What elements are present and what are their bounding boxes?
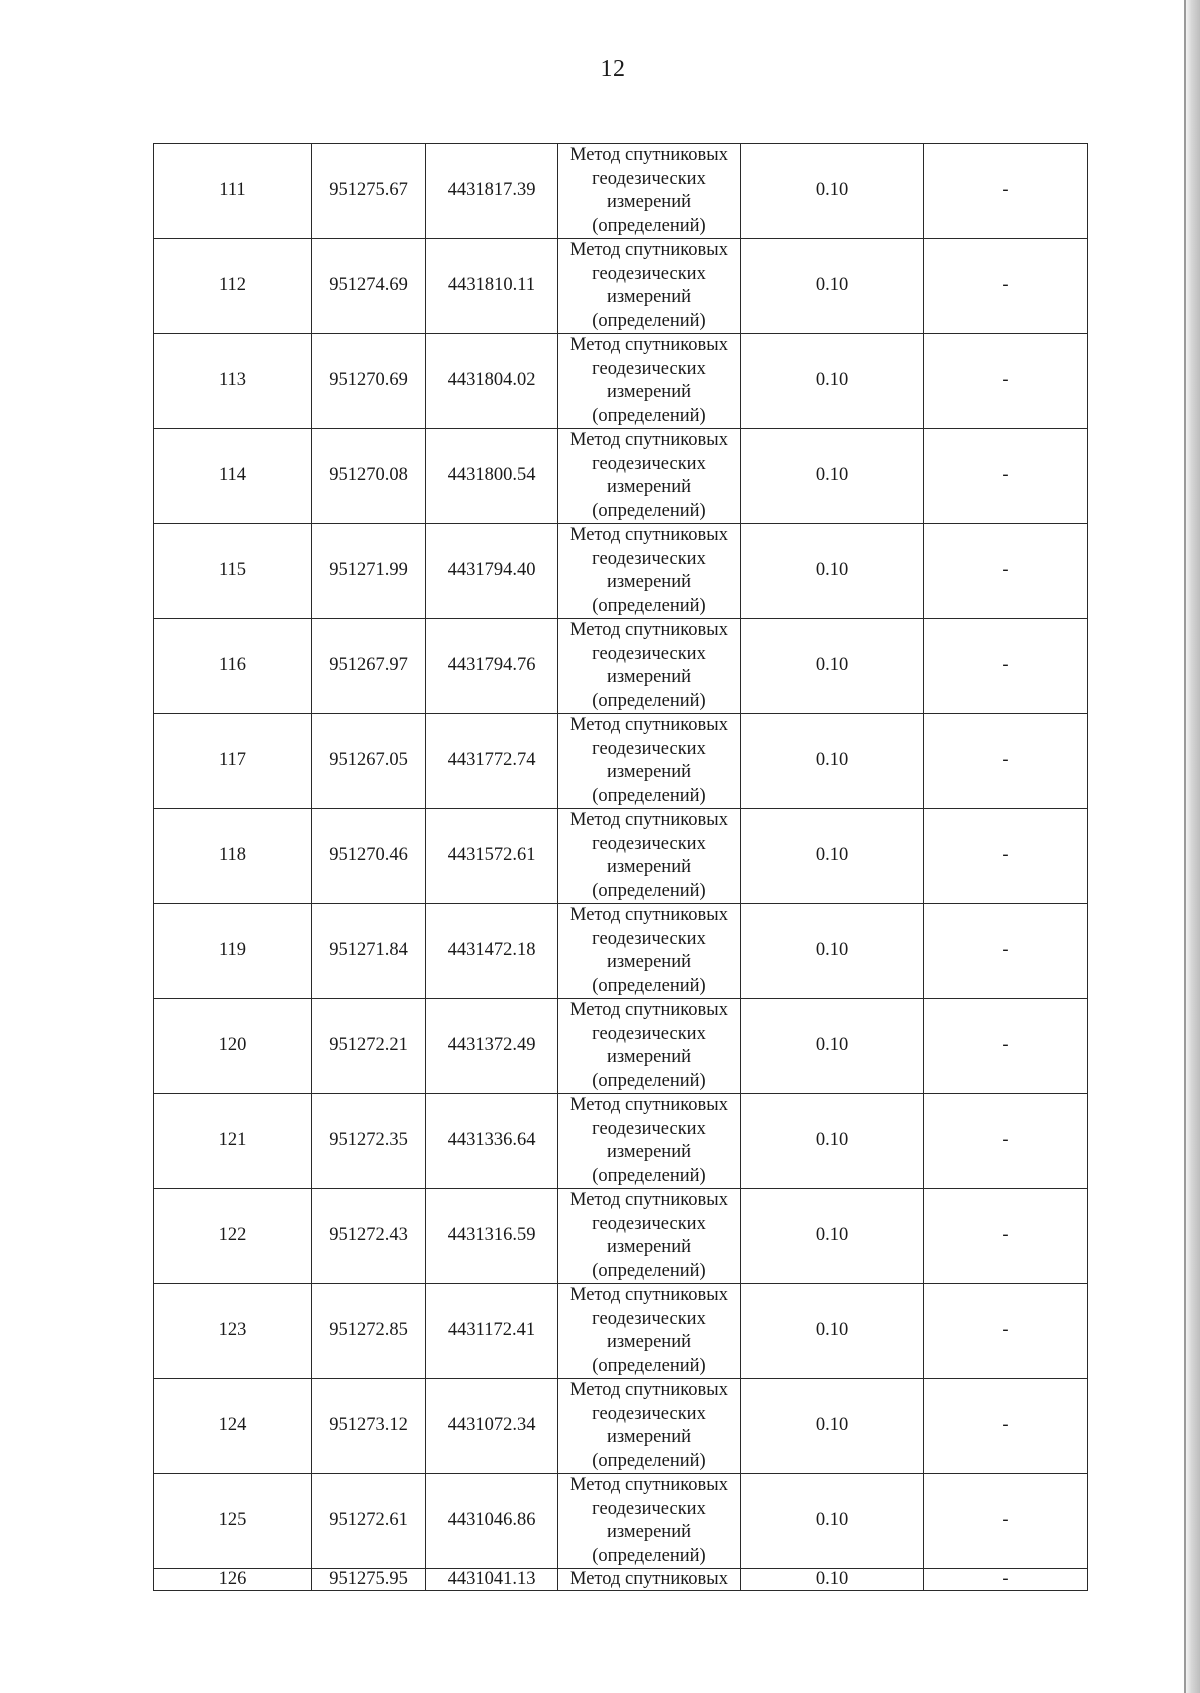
accuracy-cell-text: 0.10 xyxy=(815,1035,849,1056)
description-cell-text: - xyxy=(1002,1415,1009,1436)
point-number-cell xyxy=(154,1569,312,1591)
x-coordinate-cell xyxy=(312,904,426,999)
point-number-cell xyxy=(154,619,312,714)
x-coordinate-cell-text: 951270.46 xyxy=(329,845,408,866)
accuracy-cell xyxy=(741,619,924,714)
x-coordinate-cell xyxy=(312,334,426,429)
table-row xyxy=(154,809,1088,904)
x-coordinate-cell xyxy=(312,809,426,904)
point-number-cell-text: 116 xyxy=(218,655,247,676)
method-cell xyxy=(558,1474,741,1569)
x-coordinate-cell-text: 951272.85 xyxy=(329,1320,408,1341)
y-coordinate-cell-text: 4431472.18 xyxy=(447,940,536,961)
description-cell-text: - xyxy=(1002,1569,1009,1589)
point-number-cell-text: 112 xyxy=(218,275,247,296)
description-cell xyxy=(924,619,1088,714)
description-cell-text: - xyxy=(1002,465,1009,486)
accuracy-cell xyxy=(741,809,924,904)
x-coordinate-cell-text: 951272.21 xyxy=(329,1035,408,1056)
accuracy-cell-text: 0.10 xyxy=(815,370,849,391)
y-coordinate-cell-text: 4431794.40 xyxy=(447,560,536,581)
table-row xyxy=(154,334,1088,429)
accuracy-cell-text: 0.10 xyxy=(815,465,849,486)
coordinates-table-body xyxy=(154,144,1088,1591)
description-cell-text: - xyxy=(1002,845,1009,866)
method-cell-text: Метод спутниковых геодезических измерений (определений) xyxy=(570,905,728,996)
description-cell xyxy=(924,809,1088,904)
point-number-cell-text: 114 xyxy=(218,465,247,486)
point-number-cell-text: 120 xyxy=(218,1035,247,1056)
method-cell-text: Метод спутниковых геодезических измерений (определений) xyxy=(570,430,728,521)
description-cell-text: - xyxy=(1002,1225,1009,1246)
table-row xyxy=(154,144,1088,239)
y-coordinate-cell-text: 4431800.54 xyxy=(447,465,536,486)
scan-edge-shadow xyxy=(1186,0,1200,1693)
y-coordinate-cell xyxy=(426,1094,558,1189)
x-coordinate-cell xyxy=(312,429,426,524)
description-cell xyxy=(924,429,1088,524)
y-coordinate-cell xyxy=(426,809,558,904)
method-cell-text: Метод спутниковых геодезических измерений (определений) xyxy=(570,1000,728,1091)
description-cell-text: - xyxy=(1002,1035,1009,1056)
x-coordinate-cell-text: 951270.69 xyxy=(329,370,408,391)
x-coordinate-cell-text: 951270.08 xyxy=(329,465,408,486)
x-coordinate-cell xyxy=(312,1379,426,1474)
description-cell-text: - xyxy=(1002,750,1009,771)
x-coordinate-cell-text: 951272.35 xyxy=(329,1130,408,1151)
table-row xyxy=(154,1569,1088,1591)
table-row xyxy=(154,999,1088,1094)
y-coordinate-cell-text: 4431316.59 xyxy=(447,1225,536,1246)
point-number-cell xyxy=(154,239,312,334)
y-coordinate-cell-text: 4431817.39 xyxy=(447,180,536,201)
x-coordinate-cell xyxy=(312,1284,426,1379)
table-row xyxy=(154,619,1088,714)
accuracy-cell-text: 0.10 xyxy=(815,1569,849,1589)
accuracy-cell xyxy=(741,1569,924,1591)
point-number-cell xyxy=(154,1474,312,1569)
point-number-cell xyxy=(154,429,312,524)
x-coordinate-cell xyxy=(312,1189,426,1284)
point-number-cell xyxy=(154,334,312,429)
method-cell xyxy=(558,1569,741,1591)
table-row xyxy=(154,714,1088,809)
method-cell xyxy=(558,714,741,809)
y-coordinate-cell xyxy=(426,334,558,429)
x-coordinate-cell-text: 951273.12 xyxy=(329,1415,408,1436)
description-cell-text: - xyxy=(1002,275,1009,296)
y-coordinate-cell-text: 4431804.02 xyxy=(447,370,536,391)
point-number-cell-text: 113 xyxy=(218,370,247,391)
accuracy-cell xyxy=(741,714,924,809)
y-coordinate-cell xyxy=(426,239,558,334)
point-number-cell xyxy=(154,1284,312,1379)
description-cell-text: - xyxy=(1002,940,1009,961)
accuracy-cell-text: 0.10 xyxy=(815,1510,849,1531)
table-row xyxy=(154,904,1088,999)
x-coordinate-cell xyxy=(312,714,426,809)
method-cell-text: Метод спутниковых геодезических измерений (определений) xyxy=(570,620,728,711)
table-row xyxy=(154,239,1088,334)
table-row xyxy=(154,1379,1088,1474)
point-number-cell-text: 118 xyxy=(218,845,247,866)
y-coordinate-cell-text: 4431041.13 xyxy=(447,1569,536,1589)
accuracy-cell xyxy=(741,334,924,429)
description-cell xyxy=(924,1284,1088,1379)
x-coordinate-cell-text: 951272.61 xyxy=(329,1510,408,1531)
x-coordinate-cell xyxy=(312,144,426,239)
y-coordinate-cell-text: 4431072.34 xyxy=(447,1415,536,1436)
point-number-cell-text: 125 xyxy=(218,1510,247,1531)
method-cell xyxy=(558,809,741,904)
accuracy-cell-text: 0.10 xyxy=(815,1225,849,1246)
y-coordinate-cell xyxy=(426,144,558,239)
y-coordinate-cell-text: 4431572.61 xyxy=(447,845,536,866)
point-number-cell-text: 119 xyxy=(218,940,247,961)
point-number-cell-text: 123 xyxy=(218,1320,247,1341)
method-cell-text: Метод спутниковых xyxy=(570,1569,728,1589)
description-cell-text: - xyxy=(1002,1510,1009,1531)
point-number-cell xyxy=(154,999,312,1094)
method-cell xyxy=(558,1379,741,1474)
y-coordinate-cell xyxy=(426,1189,558,1284)
y-coordinate-cell-text: 4431046.86 xyxy=(447,1510,536,1531)
y-coordinate-cell xyxy=(426,904,558,999)
point-number-cell-text: 124 xyxy=(218,1415,247,1436)
description-cell-text: - xyxy=(1002,180,1009,201)
accuracy-cell xyxy=(741,1379,924,1474)
x-coordinate-cell xyxy=(312,619,426,714)
point-number-cell xyxy=(154,714,312,809)
y-coordinate-cell xyxy=(426,619,558,714)
point-number-cell xyxy=(154,524,312,619)
accuracy-cell-text: 0.10 xyxy=(815,180,849,201)
y-coordinate-cell xyxy=(426,1569,558,1591)
y-coordinate-cell xyxy=(426,524,558,619)
method-cell-text: Метод спутниковых геодезических измерений (определений) xyxy=(570,335,728,426)
accuracy-cell xyxy=(741,524,924,619)
method-cell-text: Метод спутниковых геодезических измерений (определений) xyxy=(570,1475,728,1566)
accuracy-cell-text: 0.10 xyxy=(815,940,849,961)
x-coordinate-cell-text: 951271.99 xyxy=(329,560,408,581)
accuracy-cell xyxy=(741,1474,924,1569)
method-cell xyxy=(558,999,741,1094)
y-coordinate-cell-text: 4431336.64 xyxy=(447,1130,536,1151)
accuracy-cell xyxy=(741,1094,924,1189)
x-coordinate-cell-text: 951267.05 xyxy=(329,750,408,771)
description-cell xyxy=(924,1474,1088,1569)
x-coordinate-cell-text: 951272.43 xyxy=(329,1225,408,1246)
method-cell xyxy=(558,1284,741,1379)
point-number-cell-text: 115 xyxy=(218,560,247,581)
point-number-cell-text: 117 xyxy=(218,750,247,771)
description-cell xyxy=(924,239,1088,334)
x-coordinate-cell xyxy=(312,1094,426,1189)
description-cell xyxy=(924,904,1088,999)
y-coordinate-cell-text: 4431772.74 xyxy=(447,750,536,771)
description-cell xyxy=(924,524,1088,619)
method-cell-text: Метод спутниковых геодезических измерений (определений) xyxy=(570,1380,728,1471)
table-row xyxy=(154,524,1088,619)
method-cell-text: Метод спутниковых геодезических измерений (определений) xyxy=(570,715,728,806)
accuracy-cell-text: 0.10 xyxy=(815,1320,849,1341)
method-cell xyxy=(558,904,741,999)
method-cell-text: Метод спутниковых геодезических измерений (определений) xyxy=(570,240,728,331)
description-cell xyxy=(924,1189,1088,1284)
x-coordinate-cell-text: 951275.67 xyxy=(329,180,408,201)
method-cell xyxy=(558,619,741,714)
method-cell-text: Метод спутниковых геодезических измерений (определений) xyxy=(570,1285,728,1376)
method-cell-text: Метод спутниковых геодезических измерений (определений) xyxy=(570,525,728,616)
accuracy-cell xyxy=(741,239,924,334)
description-cell-text: - xyxy=(1002,560,1009,581)
point-number-cell-text: 126 xyxy=(218,1569,247,1589)
description-cell-text: - xyxy=(1002,1130,1009,1151)
table-row xyxy=(154,1284,1088,1379)
method-cell xyxy=(558,334,741,429)
method-cell xyxy=(558,144,741,239)
method-cell xyxy=(558,1189,741,1284)
point-number-cell xyxy=(154,904,312,999)
method-cell-text: Метод спутниковых геодезических измерений (определений) xyxy=(570,810,728,901)
x-coordinate-cell xyxy=(312,239,426,334)
accuracy-cell xyxy=(741,999,924,1094)
method-cell xyxy=(558,429,741,524)
point-number-cell-text: 121 xyxy=(218,1130,247,1151)
description-cell xyxy=(924,1379,1088,1474)
point-number-cell xyxy=(154,1189,312,1284)
accuracy-cell xyxy=(741,904,924,999)
accuracy-cell xyxy=(741,429,924,524)
accuracy-cell-text: 0.10 xyxy=(815,275,849,296)
description-cell xyxy=(924,1094,1088,1189)
table-row xyxy=(154,429,1088,524)
point-number-cell-text: 122 xyxy=(218,1225,247,1246)
accuracy-cell-text: 0.10 xyxy=(815,560,849,581)
x-coordinate-cell-text: 951275.95 xyxy=(329,1569,408,1589)
x-coordinate-cell xyxy=(312,1569,426,1591)
accuracy-cell-text: 0.10 xyxy=(815,1130,849,1151)
coordinates-table xyxy=(153,143,1088,1591)
x-coordinate-cell-text: 951267.97 xyxy=(329,655,408,676)
accuracy-cell-text: 0.10 xyxy=(815,750,849,771)
x-coordinate-cell xyxy=(312,1474,426,1569)
method-cell xyxy=(558,1094,741,1189)
y-coordinate-cell xyxy=(426,714,558,809)
accuracy-cell xyxy=(741,1189,924,1284)
point-number-cell xyxy=(154,144,312,239)
y-coordinate-cell xyxy=(426,1284,558,1379)
description-cell-text: - xyxy=(1002,655,1009,676)
table-row xyxy=(154,1094,1088,1189)
x-coordinate-cell xyxy=(312,999,426,1094)
accuracy-cell xyxy=(741,144,924,239)
description-cell xyxy=(924,999,1088,1094)
method-cell-text: Метод спутниковых геодезических измерений (определений) xyxy=(570,1095,728,1186)
accuracy-cell-text: 0.10 xyxy=(815,845,849,866)
y-coordinate-cell xyxy=(426,1474,558,1569)
accuracy-cell-text: 0.10 xyxy=(815,1415,849,1436)
y-coordinate-cell-text: 4431794.76 xyxy=(447,655,536,676)
description-cell-text: - xyxy=(1002,1320,1009,1341)
description-cell-text: - xyxy=(1002,370,1009,391)
x-coordinate-cell-text: 951271.84 xyxy=(329,940,408,961)
table-row xyxy=(154,1474,1088,1569)
description-cell xyxy=(924,334,1088,429)
y-coordinate-cell-text: 4431172.41 xyxy=(447,1320,536,1341)
point-number-cell xyxy=(154,1094,312,1189)
y-coordinate-cell-text: 4431372.49 xyxy=(447,1035,536,1056)
method-cell xyxy=(558,239,741,334)
accuracy-cell xyxy=(741,1284,924,1379)
x-coordinate-cell xyxy=(312,524,426,619)
description-cell xyxy=(924,1569,1088,1591)
y-coordinate-cell xyxy=(426,429,558,524)
method-cell-text: Метод спутниковых геодезических измерений (определений) xyxy=(570,145,728,236)
accuracy-cell-text: 0.10 xyxy=(815,655,849,676)
y-coordinate-cell xyxy=(426,1379,558,1474)
method-cell-text: Метод спутниковых геодезических измерений (определений) xyxy=(570,1190,728,1281)
description-cell xyxy=(924,714,1088,809)
y-coordinate-cell-text: 4431810.11 xyxy=(447,275,536,296)
page-number: 12 xyxy=(600,56,626,82)
point-number-cell-text: 111 xyxy=(219,180,246,201)
y-coordinate-cell xyxy=(426,999,558,1094)
method-cell xyxy=(558,524,741,619)
x-coordinate-cell-text: 951274.69 xyxy=(329,275,408,296)
point-number-cell xyxy=(154,1379,312,1474)
description-cell xyxy=(924,144,1088,239)
point-number-cell xyxy=(154,809,312,904)
table-row xyxy=(154,1189,1088,1284)
